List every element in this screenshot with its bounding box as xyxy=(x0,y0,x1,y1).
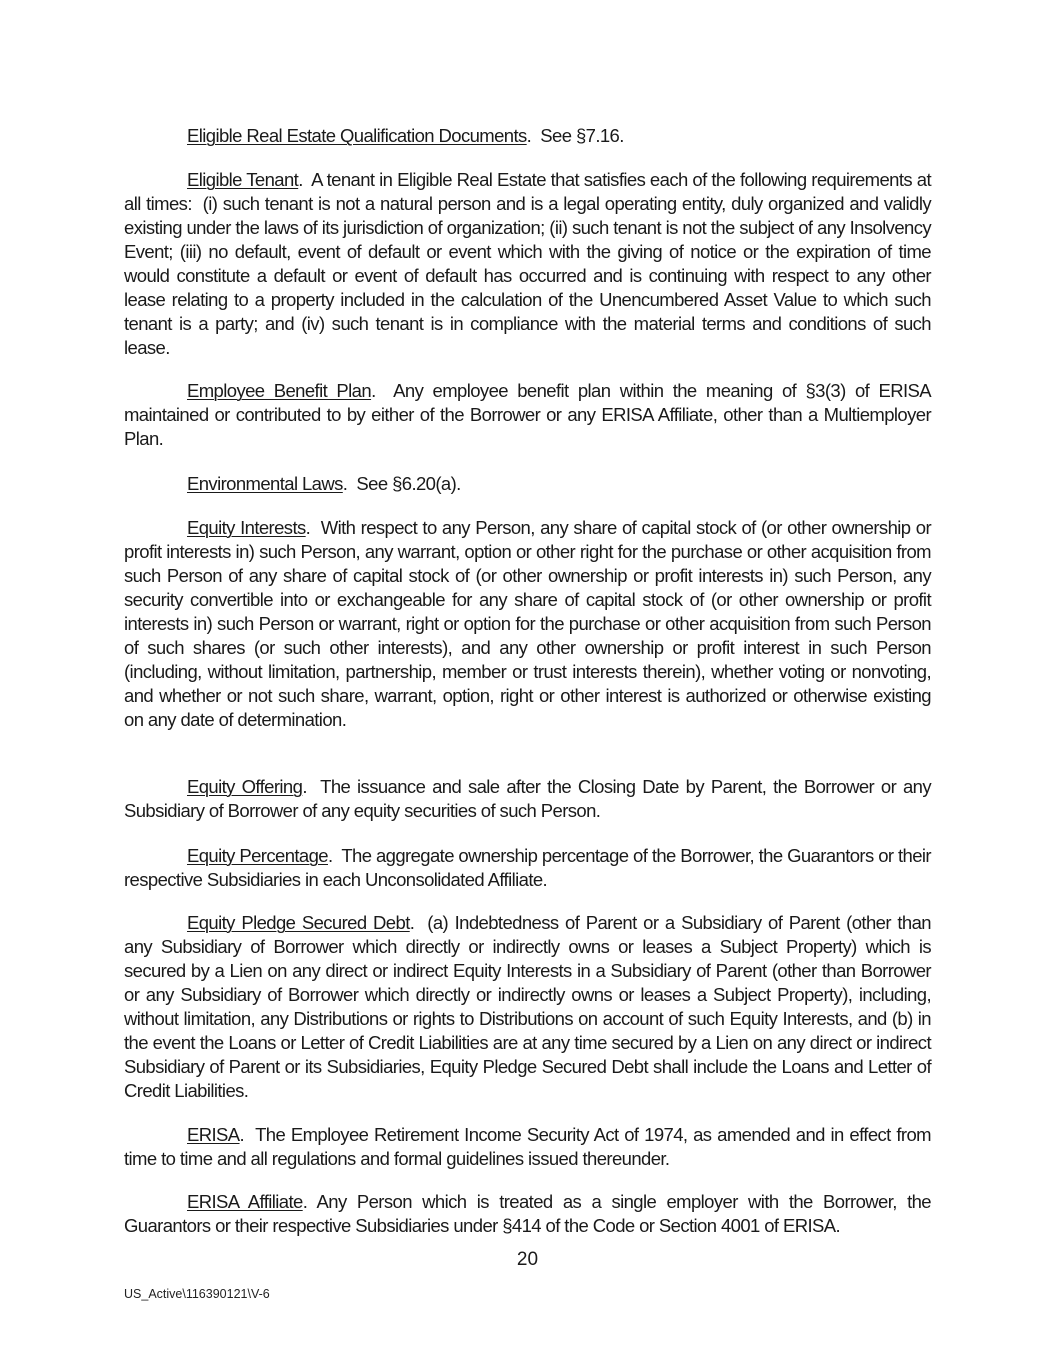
definition-eligible-tenant xyxy=(124,168,936,360)
term-punctuation: . xyxy=(302,776,307,797)
definition-equity-percentage xyxy=(124,844,936,892)
defined-term: ERISA Affiliate xyxy=(187,1191,303,1212)
definition-equity-pledge-secured-debt xyxy=(124,911,936,1103)
document-footer-id: US_Active\116390121\V-6 xyxy=(124,1287,270,1301)
definition-text: A tenant in Eligible Real Estate that satisfies each of the following requirements at all times: (i) such tenant is not a natural person and is a legal operating entity, duly organized and validly existing under the laws of its jurisdiction of organization; (ii) such tenant is not the subject of any Insolvency Event; (iii) no default, event of default or event which with the giving of notice or the expiration of time would constitute a default or event of default has occurred and is continuing with respect to any other lease relating to a property included in the calculation of the Unencumbered Asset Value to which such tenant is a party; and (iv) such tenant is in compliance with the material terms and conditions of such lease. xyxy=(124,169,936,358)
term-punctuation: . xyxy=(371,380,376,401)
definition-equity-offering xyxy=(124,775,936,823)
definition-employee-benefit-plan xyxy=(124,379,936,451)
definition-text: The Employee Retirement Income Security Act of 1974, as amended and in effect from time to time and all regulations and formal guidelines issued thereunder. xyxy=(124,1124,936,1169)
definition-text: Any employee benefit plan within the meaning of §3(3) of ERISA maintained or contributed to by either of the Borrower or any ERISA Affiliate, other than a Multiemployer Plan. xyxy=(124,380,936,449)
term-punctuation: . xyxy=(302,1191,308,1212)
defined-term: Eligible Real Estate Qualification Documents xyxy=(187,125,527,146)
term-punctuation: . xyxy=(305,517,311,538)
defined-term: Eligible Tenant xyxy=(187,169,299,190)
definition-eligible-real-estate-qualification-documents xyxy=(124,124,931,148)
definition-erisa xyxy=(124,1123,936,1171)
definition-equity-interests xyxy=(124,516,936,732)
term-punctuation: . xyxy=(328,845,333,866)
definition-text: Any Person which is treated as a single employer with the Borrower, the Guarantors or their respective Subsidiaries under §414 of the Code or Section 4001 of ERISA. xyxy=(124,1191,936,1236)
definition-text: The aggregate ownership percentage of the Borrower, the Guarantors or their respective Subsidiaries in each Unconsolidated Affiliate. xyxy=(124,845,936,890)
definition-environmental-laws xyxy=(124,472,931,496)
defined-term: Environmental Laws xyxy=(187,473,343,494)
term-punctuation: . xyxy=(526,125,532,146)
defined-term: Equity Pledge Secured Debt xyxy=(187,912,410,933)
defined-term: Employee Benefit Plan xyxy=(187,380,372,401)
term-punctuation: . xyxy=(298,169,303,190)
definition-text: See §7.16. xyxy=(531,125,624,146)
term-punctuation: . xyxy=(342,473,348,494)
defined-term: Equity Interests xyxy=(187,517,306,538)
definition-text: See §6.20(a). xyxy=(347,473,461,494)
definition-text: The issuance and sale after the Closing Date by Parent, the Borrower or any Subsidiary of Borrower of any equity securities of such Person. xyxy=(124,776,936,821)
definition-erisa-affiliate xyxy=(124,1190,936,1238)
defined-term: ERISA xyxy=(187,1124,240,1145)
term-punctuation: . xyxy=(409,912,415,933)
term-punctuation: . xyxy=(239,1124,245,1145)
page-number: 20 xyxy=(516,1249,539,1270)
defined-term: Equity Percentage xyxy=(187,845,328,866)
definition-text: With respect to any Person, any share of capital stock of (or other ownership or profit interests in) such Person, any warrant, option or other right for the purchase or other acquisition from such Person of any share of capital stock of (or other ownership or profit interests in) such Person, any security convertible into or exchangeable for any share of capital stock of (or other ownership or profit interests in) such Person or warrant, right or option for the purchase or other acquisition from such Person of such shares (or such other interests), and any other ownership or profit interest in such Person (including, without limitation, partnership, member or trust interests therein), whether voting or nonvoting, and whether or not such share, warrant, option, right or other interest is authorized or otherwise existing on any date of determination. xyxy=(124,517,936,730)
defined-term: Equity Offering xyxy=(187,776,303,797)
definition-text: (a) Indebtedness of Parent or a Subsidiary of Parent (other than any Subsidiary of Borrower which directly or indirectly owns or leases a Subject Property) which is secured by a Lien on any direct or indirect Equity Interests in a Subsidiary of Parent (other than Borrower or any Subsidiary of Borrower which directly or indirectly owns or leases a Subject Property), including, without limitation, any Distributions or rights to Distributions on account of such Equity Interests, and (b) in the event the Loans or Letter of Credit Liabilities are at any time secured by a Lien on any direct or indirect Subsidiary of Parent or its Subsidiaries, Equity Pledge Secured Debt shall include the Loans and Letter of Credit Liabilities. xyxy=(124,912,936,1101)
